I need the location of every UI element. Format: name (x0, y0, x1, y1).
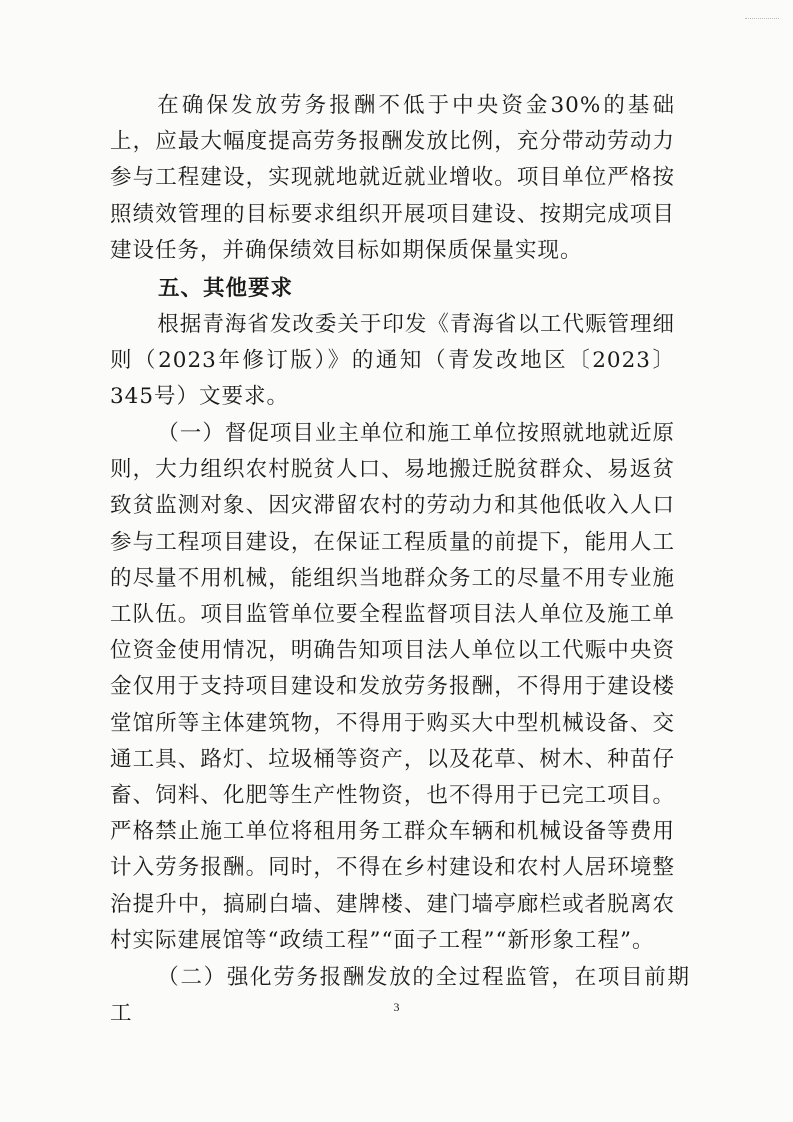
paragraph-item-two: （二）强化劳务报酬发放的全过程监管，在项目前期工 (110, 965, 690, 1027)
section-heading-other-requirements: 五、其他要求 (158, 276, 294, 301)
page-number: 3 (393, 1000, 400, 1014)
paragraph-labor-remuneration: 在确保发放劳务报酬不低于中央资金30%的基础上，应最大幅度提高劳务报酬发放比例，充分带动劳动力参与工程建设，实现就地就近就业增收。项目单位严格按照绩效管理的目标要求组织开展项目建设、按期完成项目建设任务，并确保绩效目标如期保质保量实现。 (110, 93, 675, 263)
paragraph-item-one: （一）督促项目业主单位和施工单位按照就地就近原则，大力组织农村脱贫人口、易地搬迁脱贫群众、易返贫致贫监测对象、因灾滞留农村的劳动力和其他低收入人口参与工程项目建设，在保证工程质量的前提下，能用人工的尽量不用机械，能组织当地群众务工的尽量不用专业施工队伍。项目监管单位要全程监督项目法人单位及施工单位资金使用情况，明确告知项目法人单位以工代赈中央资金仅用于支持项目建设和发放劳务报酬，不得用于建设楼堂馆所等主体建筑物，不得用于购买大中型机械设备、交通工具、路灯、垃圾桶等资产，以及花草、树木、种苗仔畜、饲料、化肥等生产性物资，也不得用于已完工项目。严格禁止施工单位将租用务工群众车辆和机械设备等费用计入劳务报酬。同时，不得在乡村建设和农村人居环境整治提升中，搞刷白墙、建牌楼、建门墙亭廊栏或者脱离农村实际建展馆等“政绩工程”“面子工程”“新形象工程”。 (110, 421, 675, 953)
paragraph-notice-reference: 根据青海省发改委关于印发《青海省以工代赈管理细则（2023年修订版）》的通知（青发改地区〔2023〕345号）文要求。 (110, 312, 675, 410)
scan-edge-mark (745, 18, 779, 20)
